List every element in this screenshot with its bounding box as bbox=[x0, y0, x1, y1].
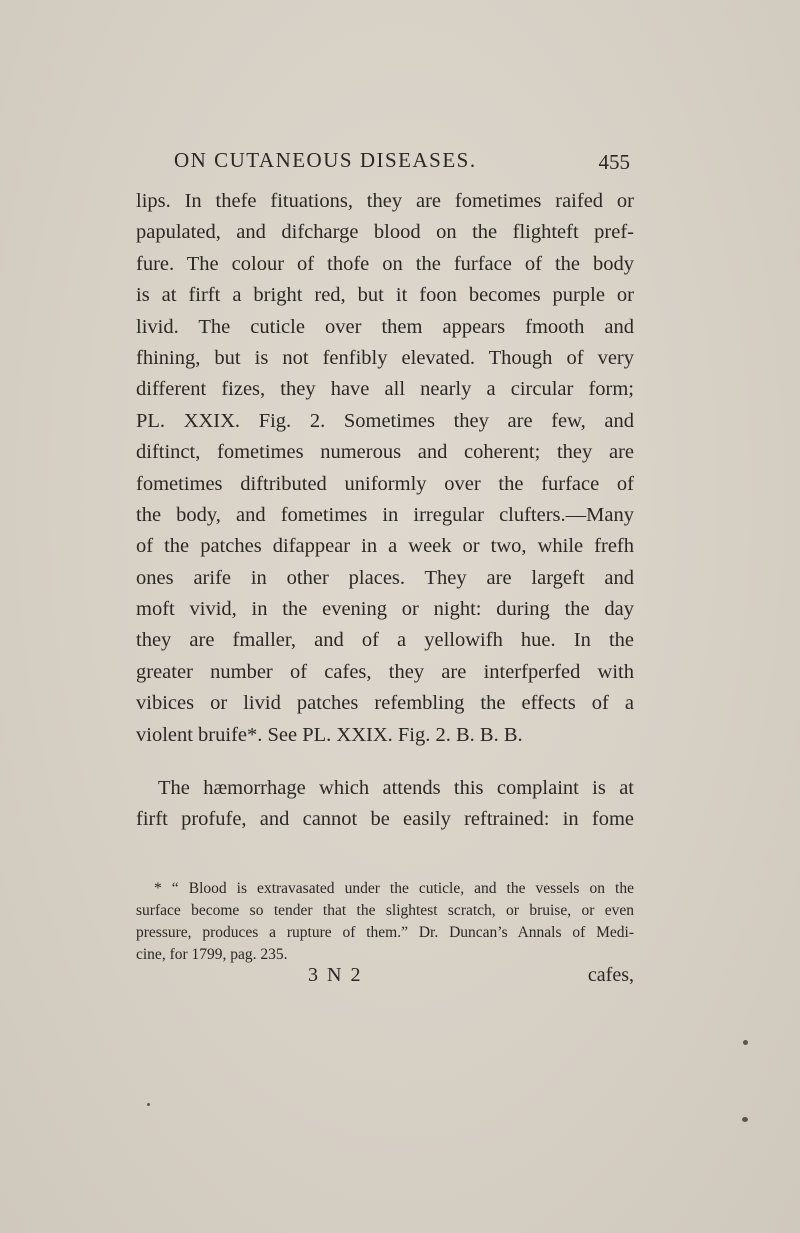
text-line: different fizes, they have all nearly a circular form; bbox=[136, 378, 634, 401]
text-line: diftinct, fometimes numerous and coherent; they are bbox=[136, 441, 634, 464]
text-line: moft vivid, in the evening or night: during the day bbox=[136, 598, 634, 621]
text-line: PL. XXIX. Fig. 2. Sometimes they are few, and bbox=[136, 409, 634, 432]
text-line: livid. The cuticle over them appears fmooth and bbox=[136, 315, 634, 338]
text-line: they are fmaller, and of a yellowifh hue. In the bbox=[136, 629, 634, 652]
paper-speck bbox=[742, 1117, 748, 1122]
text-line: fure. The colour of thofe on the furface of the body bbox=[136, 252, 634, 275]
paper-speck bbox=[147, 1103, 150, 1106]
text-line: greater number of cafes, they are interfperfed with bbox=[136, 660, 634, 683]
text-line: is at firft a bright red, but it foon becomes purple or bbox=[136, 284, 634, 307]
text-line: fhining, but is not fenfibly elevated. Though of very bbox=[136, 346, 634, 369]
footnote-line: surface become so tender that the slightest scratch, or bruise, or even bbox=[136, 902, 634, 919]
body-text bbox=[136, 186, 634, 836]
text-line: papulated, and difcharge blood on the flighteft pref- bbox=[136, 221, 634, 244]
text-line: of the patches difappear in a week or two, while frefh bbox=[136, 535, 634, 558]
signature-mark: 3 N 2 bbox=[308, 964, 363, 986]
catchword: cafes, bbox=[587, 964, 634, 986]
paragraph-2 bbox=[136, 773, 634, 836]
footnote-line: cine, for 1799, pag. 235. bbox=[136, 946, 288, 963]
page-header bbox=[160, 148, 630, 182]
text-line: violent bruife*. See PL. XXIX. Fig. 2. B. B. B. bbox=[136, 723, 523, 746]
text-line: vibices or livid patches refembling the effects of a bbox=[136, 692, 634, 715]
page-footer bbox=[136, 964, 634, 994]
text-line: fometimes diftributed uniformly over the furface of bbox=[136, 472, 634, 495]
page-number: 455 bbox=[598, 150, 630, 174]
text-line: ones arife in other places. They are largeft and bbox=[136, 566, 634, 589]
footnote-line: * “ Blood is extravasated under the cuticle, and the vessels on the bbox=[154, 880, 634, 897]
text-line: The hæmorrhage which attends this complaint is at bbox=[158, 777, 634, 800]
text-line: firft profufe, and cannot be easily reftrained: in fome bbox=[136, 808, 634, 831]
paper-speck bbox=[743, 1040, 748, 1045]
running-head: ON CUTANEOUS DISEASES. bbox=[174, 148, 477, 172]
footnote-line: pressure, produces a rupture of them.” Dr. Duncan’s Annals of Medi- bbox=[136, 924, 634, 941]
text-line: lips. In thefe fituations, they are fometimes raifed or bbox=[136, 190, 634, 212]
footnote bbox=[136, 878, 634, 966]
text-line: the body, and fometimes in irregular clufters.—Many bbox=[136, 503, 634, 526]
paragraph-1 bbox=[136, 186, 634, 751]
